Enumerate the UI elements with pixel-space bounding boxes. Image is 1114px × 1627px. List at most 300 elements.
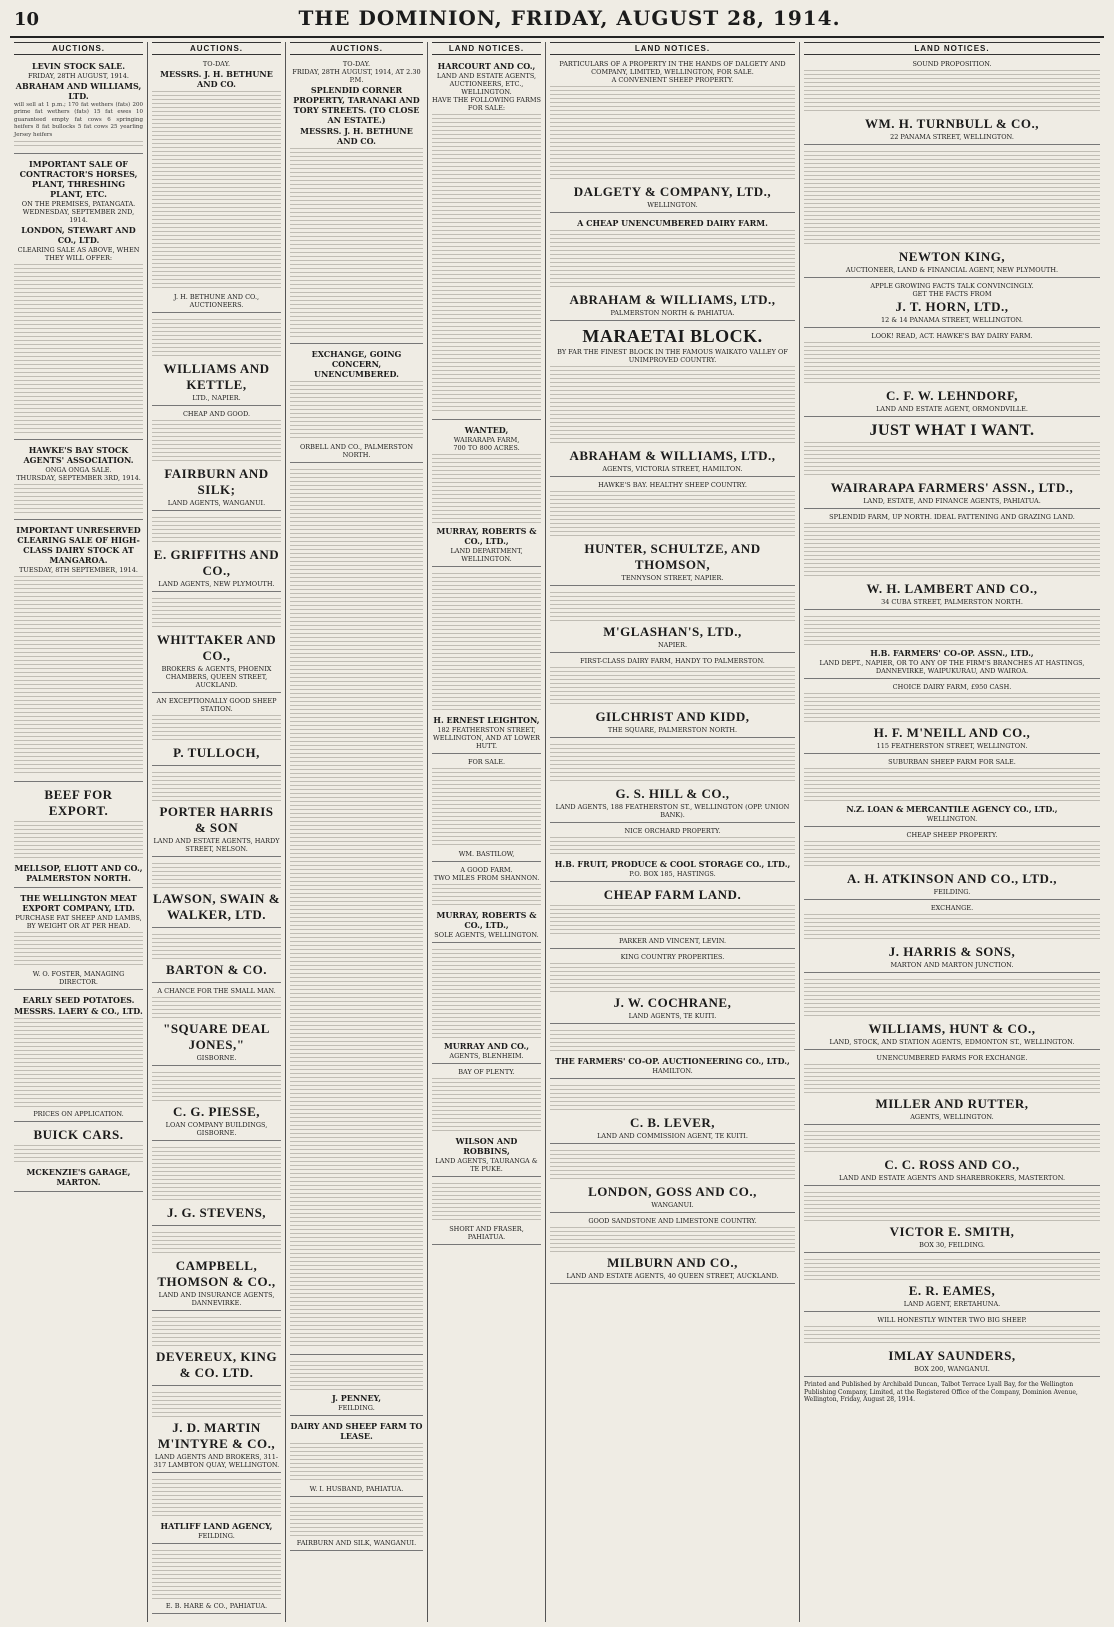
ad-fill-text xyxy=(550,1150,795,1182)
ad-firm: WILSON AND ROBBINS, xyxy=(455,1136,518,1156)
ad-firm-sub: LAND AND ESTATE AGENTS, HARDY STREET, NELSON. xyxy=(153,837,280,853)
ad-fill-text xyxy=(290,1503,423,1537)
column-auctions-3 xyxy=(286,42,428,1622)
ad-fill-text xyxy=(432,949,541,1039)
ad-fill-text xyxy=(14,1018,143,1108)
ad-firm: VICTOR E. SMITH, xyxy=(889,1224,1015,1239)
printer-imprint: Printed and Published by Archibald Duncan, Talbot Terrace Lyall Bay, for the Wellington Publishing Company, Limited, at the Registered Office of the Company, Dominion Avenue, Wellington, Friday, August 28, 1914. xyxy=(804,1381,1078,1403)
ad-fill-text xyxy=(550,905,795,935)
ad-fill-text xyxy=(290,148,423,338)
ad-short-fraser xyxy=(432,1179,541,1245)
ad-fill-text xyxy=(152,772,281,802)
ad-firm: MURRAY, ROBERTS & CO., LTD., xyxy=(436,910,537,930)
ad-firm-sub: AGENTS, WELLINGTON. xyxy=(910,1113,994,1121)
ad-firm: MURRAY AND CO., xyxy=(443,1041,530,1051)
ad-firm-sub: BOX 200, WANGANUI. xyxy=(914,1365,990,1373)
ad-fill-text xyxy=(152,1479,281,1519)
ad-fill-text xyxy=(432,1078,541,1134)
ad-firm-sub: PALMERSTON NORTH & PAHIATUA. xyxy=(610,309,735,317)
ad-firm: SHORT AND FRASER, PAHIATUA. xyxy=(449,1225,524,1241)
ad-cheap-dairy xyxy=(550,215,795,321)
ad-firm-sub: LOAN COMPANY BUILDINGS, GISBORNE. xyxy=(165,1121,268,1137)
ad-title: IMPORTANT SALE OF CONTRACTOR'S HORSES, PLANT, THRESHING PLANT, ETC. xyxy=(19,159,138,200)
ad-tulloch xyxy=(152,695,281,766)
ad-firm-sub: 115 FEATHERSTON STREET, WELLINGTON. xyxy=(876,742,1028,750)
ad-fill-text xyxy=(550,592,795,622)
ad-firm: H.B. FRUIT, PRODUCE & COOL STORAGE CO., LTD., xyxy=(554,859,791,869)
ad-milburn xyxy=(550,1215,795,1284)
ad-firm-sub: LAND AND ESTATE AGENTS, 40 QUEEN STREET, AUCKLAND. xyxy=(566,1272,779,1280)
ad-firm: GILCHRIST AND KIDD, xyxy=(595,709,750,724)
ad-title: CHEAP FARM LAND. xyxy=(603,887,742,902)
ad-fill-text xyxy=(550,1030,795,1054)
ad-title: UNENCUMBERED FARMS FOR EXCHANGE. xyxy=(876,1054,1028,1062)
ad-signature: W. O. FOSTER, MANAGING DIRECTOR. xyxy=(32,970,125,987)
ad-firm: ABRAHAM AND WILLIAMS, LTD. xyxy=(15,81,142,101)
ad-fill-text xyxy=(432,1183,541,1223)
ad-fill-text xyxy=(804,1064,1100,1094)
ad-firm-sub: FEILDING. xyxy=(933,888,971,896)
ad-firm: J. HARRIS & SONS, xyxy=(888,944,1016,959)
ad-fill-text xyxy=(804,616,1100,646)
ad-firm: W. H. LAMBERT AND CO., xyxy=(866,581,1038,596)
ad-firm: DALGETY & COMPANY, LTD., xyxy=(573,184,772,199)
ad-firm-sub: LAND DEPARTMENT, WELLINGTON. xyxy=(450,547,523,563)
ad-firm-sub: LAND AGENTS, 188 FEATHERSTON ST., WELLINGTON (OPP. UNION BANK). xyxy=(555,803,790,819)
ad-piesse xyxy=(152,1068,281,1141)
ad-firm-sub: LAND DEPT., NAPIER, OR TO ANY OF THE FIRM'S BRANCHES AT HASTINGS, DANNEVIRKE, WAIPUKURAU, AND WAIROA. xyxy=(819,659,1085,675)
ad-title: EARLY SEED POTATOES. xyxy=(22,995,135,1006)
ad-fill-text xyxy=(804,768,1100,802)
ad-firm: ABRAHAM & WILLIAMS, LTD., xyxy=(569,448,776,463)
ad-fill-text xyxy=(14,264,143,434)
ad-hunter-schultze xyxy=(550,479,795,586)
ad-subhead: WAIRARAPA FARM, xyxy=(453,436,520,444)
ad-title: SPLENDID FARM, UP NORTH. IDEAL FATTENING AND GRAZING LAND. xyxy=(829,513,1075,521)
ad-firm: LONDON, GOSS AND CO., xyxy=(588,1184,757,1199)
ad-firm-sub: 182 FEATHERSTON STREET, WELLINGTON, AND AT LOWER HUTT. xyxy=(433,726,540,750)
ad-corner-property xyxy=(290,58,423,344)
ad-firm-sub: LAND, ESTATE, AND FINANCE AGENTS, PAHIATUA. xyxy=(863,497,1041,505)
ad-firm: H.B. FARMERS' CO-OP. ASSN., LTD., xyxy=(870,648,1034,658)
ad-fill-text xyxy=(152,1317,281,1347)
column-land-notices-2 xyxy=(546,42,800,1622)
ad-ross xyxy=(804,1127,1100,1186)
ad-fill-text xyxy=(550,366,795,446)
ad-firm: N.Z. LOAN & MERCANTILE AGENCY CO., LTD., xyxy=(846,804,1058,814)
ad-firm: WM. H. TURNBULL & CO., xyxy=(865,116,1039,131)
ad-turnbull xyxy=(804,58,1100,145)
ad-title: LEVIN STOCK SALE. xyxy=(31,61,126,71)
ad-title: A GOOD FARM. xyxy=(460,866,513,874)
ad-firm-sub: WELLINGTON. xyxy=(926,815,978,823)
ad-firm: A. H. ATKINSON AND CO., LTD., xyxy=(847,871,1057,886)
ad-bastilow xyxy=(432,756,541,862)
ad-title: EXCHANGE. xyxy=(930,904,974,912)
ad-porter-harris xyxy=(152,768,281,857)
ad-fill-text xyxy=(550,86,795,182)
page-number: 10 xyxy=(14,9,40,30)
ad-orchard xyxy=(550,825,795,882)
ad-fill-text xyxy=(804,70,1100,114)
ad-gilchrist xyxy=(550,655,795,738)
ad-firm: C. C. ROSS AND CO., xyxy=(884,1157,1020,1172)
ad-fill-text xyxy=(152,1072,281,1102)
ad-title: SPLENDID CORNER PROPERTY, TARANAKI AND TORY STREETS. (TO CLOSE AN ESTATE.) xyxy=(293,85,420,125)
ad-firm: C. F. W. LEHNDORF, xyxy=(886,388,1018,403)
ad-title: GOOD SANDSTONE AND LIMESTONE COUNTRY. xyxy=(588,1217,757,1225)
ad-fill-text xyxy=(14,1145,143,1165)
ad-firm: MILLER AND RUTTER, xyxy=(875,1096,1029,1111)
ad-firm: WM. BASTILOW, xyxy=(458,850,515,858)
ad-firm: CAMPBELL, THOMSON & CO., xyxy=(157,1258,276,1289)
ad-date: THURSDAY, SEPTEMBER 3RD, 1914. xyxy=(16,474,141,483)
ad-firm-sub: THE SQUARE, PALMERSTON NORTH. xyxy=(607,726,738,734)
ad-firm-sub: AGENTS, VICTORIA STREET, HAMILTON. xyxy=(602,465,743,473)
ad-firm: H. F. M'NEILL AND CO., xyxy=(873,725,1031,740)
ad-nz-loan xyxy=(804,756,1100,827)
ad-fairburn-2 xyxy=(290,1499,423,1551)
ad-firm-sub: LTD., NAPIER. xyxy=(192,394,241,402)
ad-continued xyxy=(290,465,423,1355)
ad-seed-potatoes xyxy=(14,992,143,1122)
ad-firm: LONDON, STEWART AND CO., LTD. xyxy=(21,225,136,246)
ad-fill-text xyxy=(14,141,143,148)
ad-firm-sub: TENNYSON STREET, NAPIER. xyxy=(621,574,724,582)
ad-title: CHOICE DAIRY FARM, £950 CASH. xyxy=(892,683,1012,691)
ad-title: EXCHANGE, GOING CONCERN, UNENCUMBERED. xyxy=(311,349,402,379)
ad-firm: J. PENNEY, xyxy=(331,1393,382,1403)
ad-miller-rutter xyxy=(804,1052,1100,1125)
ad-imlay xyxy=(804,1314,1100,1377)
ad-note: PRICES ON APPLICATION. xyxy=(33,1110,124,1119)
ad-place: ON THE PREMISES, PATANGATA. xyxy=(21,200,136,209)
ad-title: A CHANCE FOR THE SMALL MAN. xyxy=(157,987,276,995)
ad-campbell xyxy=(152,1228,281,1311)
ad-firm: MESSRS. J. H. BETHUNE AND CO. xyxy=(300,126,413,146)
ad-newton-king xyxy=(804,147,1100,278)
ad-fill-text xyxy=(804,523,1100,579)
ad-fill-text xyxy=(804,979,1100,1019)
ad-firm-sub: LAND AND INSURANCE AGENTS, DANNEVIRKE. xyxy=(158,1291,275,1307)
ad-firm-sub: LAND AND ESTATE AGENTS, AUCTIONEERS, ETC., WELLINGTON. xyxy=(436,72,537,96)
ad-fill-text xyxy=(290,469,423,1349)
ad-subhead: CLEARING SALE AS ABOVE, WHEN THEY WILL OFFER: xyxy=(17,246,140,263)
ad-date: TUESDAY, 8TH SEPTEMBER, 1914. xyxy=(19,566,138,575)
ad-firm-sub: LAND AGENTS, WANGANUI. xyxy=(167,499,266,507)
ad-title: APPLE GROWING FACTS TALK CONVINCINGLY. xyxy=(870,282,1034,290)
ad-signature: J. H. BETHUNE AND CO., AUCTIONEERS. xyxy=(173,293,260,309)
ad-firm: WAIRARAPA FARMERS' ASSN., LTD., xyxy=(830,480,1074,495)
ad-firm: "SQUARE DEAL JONES," xyxy=(163,1021,270,1052)
ad-firm: PARKER AND VINCENT, LEVIN. xyxy=(618,937,727,945)
ad-firm-sub: P.O. BOX 185, HASTINGS. xyxy=(629,870,716,878)
ad-title: DAIRY AND SHEEP FARM TO LEASE. xyxy=(290,1421,423,1441)
ad-williams-hunt xyxy=(804,975,1100,1050)
column-land-notices-3 xyxy=(800,42,1104,1622)
ad-firm: MCKENZIE'S GARAGE, MARTON. xyxy=(26,1167,131,1188)
column-heading: LAND NOTICES. xyxy=(804,42,1100,55)
ad-levin-stock-sale xyxy=(14,58,143,154)
ad-firm: HARCOURT AND CO., xyxy=(437,61,536,71)
ad-lawson xyxy=(152,859,281,928)
ad-harris xyxy=(804,902,1100,973)
ad-onga-onga-sale xyxy=(14,442,143,520)
ad-mclashan xyxy=(550,588,795,653)
ad-hare xyxy=(152,1546,281,1614)
ad-fill-text xyxy=(432,114,541,414)
ad-title: A CHEAP UNENCUMBERED DAIRY FARM. xyxy=(577,218,768,228)
ad-lever xyxy=(550,1081,795,1144)
ad-date: TO-DAY. xyxy=(342,60,371,68)
ad-firm-sub: LAND AND ESTATE AGENTS AND SHAREBROKERS, MASTERTON. xyxy=(838,1174,1066,1182)
ad-fill-text xyxy=(550,1085,795,1113)
ad-fairburn-silk xyxy=(152,408,281,511)
ad-title: THE WELLINGTON MEAT EXPORT COMPANY, LTD. xyxy=(20,893,137,914)
ad-firm: C. G. PIESSE, xyxy=(172,1104,261,1119)
ad-horn xyxy=(804,280,1100,328)
ad-firm-sub: 22 PANAMA STREET, WELLINGTON. xyxy=(890,133,1014,141)
ad-fill-text xyxy=(14,821,143,861)
ad-fill-text xyxy=(550,1227,795,1253)
ad-title: CHEAP AND GOOD. xyxy=(182,410,251,418)
ad-firm-sub: WANGANUI. xyxy=(651,1201,694,1209)
ad-date: FRIDAY, 28TH AUGUST, 1914. xyxy=(28,72,129,80)
ad-title: LOOK! READ, ACT. HAWKE'S BAY DAIRY FARM. xyxy=(871,332,1033,340)
ad-firm-sub: AUCTIONEER, LAND & FINANCIAL AGENT, NEW PLYMOUTH. xyxy=(845,266,1059,274)
ad-firm-sub: SOLE AGENTS, WELLINGTON. xyxy=(434,931,539,939)
ad-title: HAWKE'S BAY STOCK AGENTS' ASSOCIATION. xyxy=(23,445,134,466)
column-heading: LAND NOTICES. xyxy=(432,42,541,55)
ad-fill-text xyxy=(550,491,795,539)
ad-hatliff xyxy=(152,1475,281,1544)
ad-meat-export xyxy=(14,890,143,990)
ad-firm: WILLIAMS, HUNT & CO., xyxy=(868,1021,1036,1036)
ad-firm-sub: MARTON AND MARTON JUNCTION. xyxy=(890,961,1014,969)
ad-leighton xyxy=(432,569,541,754)
ad-place: ONGA ONGA SALE. xyxy=(45,466,112,475)
ad-fill-text xyxy=(152,420,281,464)
ad-title: SOUND PROPOSITION. xyxy=(912,60,992,68)
ad-griffiths xyxy=(152,513,281,592)
ad-fill-text xyxy=(290,1443,423,1483)
ad-fill-text xyxy=(152,934,281,960)
ad-bethune-today xyxy=(152,58,281,313)
ad-fill-text xyxy=(152,91,281,291)
ad-fill-text xyxy=(550,744,795,784)
ad-firm: PORTER HARRIS & SON xyxy=(159,804,274,835)
ad-murray-blenheim xyxy=(432,945,541,1064)
masthead xyxy=(10,6,1104,38)
ad-stevens xyxy=(152,1143,281,1226)
ad-firm-sub: 12 & 14 PANAMA STREET, WELLINGTON. xyxy=(881,316,1023,324)
ad-fill-text xyxy=(152,319,281,359)
ad-wanted xyxy=(432,422,541,567)
ad-fill-text xyxy=(152,997,281,1019)
ad-firm-sub: WELLINGTON. xyxy=(647,201,698,209)
ad-firm-sub: LAND AND ESTATE AGENT, ORMONDVILLE. xyxy=(876,405,1028,413)
ad-fill-text xyxy=(432,573,541,713)
ad-title: WILL HONESTLY WINTER TWO BIG SHEEP. xyxy=(877,1316,1027,1324)
ad-firm-sub: LAND AGENT, ERETAHUNA. xyxy=(903,1300,1001,1308)
ad-firm: THE FARMERS' CO-OP. AUCTIONEERING CO., LTD., xyxy=(555,1056,790,1066)
ad-fill-text xyxy=(432,884,541,908)
ad-title: SUBURBAN SHEEP FARM FOR SALE. xyxy=(888,758,1016,766)
ad-fill-text xyxy=(432,454,541,524)
ad-fill-text xyxy=(804,442,1100,478)
ad-fill-text xyxy=(432,768,541,848)
ad-firm: MURRAY, ROBERTS & CO., LTD., xyxy=(436,526,537,546)
column-heading: LAND NOTICES. xyxy=(550,42,795,55)
ad-fill-text xyxy=(804,693,1100,723)
ad-firm: FAIRBURN AND SILK, WANGANUI. xyxy=(296,1539,417,1547)
ad-firm-sub: LAND AGENTS, TAURANGA & TE PUKE. xyxy=(435,1157,538,1173)
ad-title: AN EXCEPTIONALLY GOOD SHEEP STATION. xyxy=(156,697,277,713)
ad-firm-sub: LAND AGENTS, NEW PLYMOUTH. xyxy=(158,580,275,588)
ad-title: NICE ORCHARD PROPERTY. xyxy=(624,827,721,835)
ad-bay-of-plenty xyxy=(432,1066,541,1177)
ad-time: FRIDAY, 28TH AUGUST, 1914, AT 2.30 P.M. xyxy=(292,68,421,84)
ad-firm: C. B. LEVER, xyxy=(629,1115,716,1130)
ad-exchange xyxy=(290,346,423,463)
ad-shannon xyxy=(432,864,541,943)
ad-beef-export xyxy=(14,784,143,888)
ad-atkinson xyxy=(804,829,1100,900)
ad-fill-text xyxy=(804,1326,1100,1346)
ad-title: BAY OF PLENTY. xyxy=(458,1068,515,1076)
ad-fill-text xyxy=(152,598,281,630)
ad-firm: NEWTON KING, xyxy=(898,249,1006,264)
ad-fill-text xyxy=(14,932,143,968)
ad-contractors-sale xyxy=(14,156,143,440)
ad-fill-text xyxy=(290,1361,423,1391)
ad-title: FOR SALE. xyxy=(467,758,506,766)
ad-firm: IMLAY SAUNDERS, xyxy=(888,1348,1016,1363)
ad-cheap-farm-land xyxy=(550,884,795,949)
ad-fill-text xyxy=(152,1392,281,1418)
ad-title: BUICK CARS. xyxy=(33,1127,124,1143)
ad-firm-sub: GISBORNE. xyxy=(196,1054,237,1062)
ad-fill-text xyxy=(550,230,795,290)
columns xyxy=(10,42,1104,1622)
ad-williams-kettle xyxy=(152,315,281,406)
ad-firm-sub: 34 CUBA STREET, PALMERSTON NORTH. xyxy=(881,598,1023,606)
ad-firm-sub: FEILDING. xyxy=(198,1532,235,1540)
ad-firm: M'GLASHAN'S, LTD., xyxy=(603,624,742,639)
ad-dairy-lease xyxy=(290,1418,423,1497)
ad-subhead: A CONVENIENT SHEEP PROPERTY. xyxy=(611,76,734,84)
ad-fill-text xyxy=(152,863,281,889)
ad-firm: MESSRS. LAERY & CO., LTD. xyxy=(14,1006,143,1017)
ad-lambert xyxy=(804,511,1100,610)
ad-title: PARTICULARS OF A PROPERTY IN THE HANDS OF DALGETY AND COMPANY, LIMITED, WELLINGTON, FOR SALE. xyxy=(559,60,786,76)
column-heading: AUCTIONS. xyxy=(14,42,143,55)
ad-devereux xyxy=(152,1313,281,1386)
ad-firm: ABRAHAM & WILLIAMS, LTD., xyxy=(569,292,776,307)
ad-firm: BARTON & CO. xyxy=(165,962,267,977)
ad-subhead: HAVE THE FOLLOWING FARMS FOR SALE: xyxy=(432,96,541,112)
ad-firm: J. D. MARTIN M'INTYRE & CO., xyxy=(157,1420,276,1451)
ad-london-goss xyxy=(550,1146,795,1213)
ad-square-deal xyxy=(152,985,281,1066)
ad-firm-sub: BROKERS & AGENTS, PHOENIX CHAMBERS, QUEEN STREET, AUCKLAND. xyxy=(161,665,272,689)
ad-subhead: PURCHASE FAT SHEEP AND LAMBS, BY WEIGHT OR AT PER HEAD. xyxy=(15,914,142,931)
column-auctions-1 xyxy=(10,42,148,1622)
ad-fill-text xyxy=(804,1131,1100,1155)
ad-firm: H. ERNEST LEIGHTON, xyxy=(433,715,540,725)
ad-firm: WHITTAKER AND CO., xyxy=(156,632,277,663)
ad-fill-text xyxy=(804,841,1100,869)
ad-fill-text xyxy=(550,667,795,707)
ad-firm-sub: LAND AGENTS AND BROKERS, 311-317 LAMBTON QUAY, WELLINGTON. xyxy=(153,1453,280,1469)
ad-body: will sell at 1 p.m.; 170 fat wethers (fats) 200 prime fat wethers (fats) 15 fat ewes 10 guaranteed empty fat cows 6 springing heifers 8 fat bullocks 5 fat cows 25 yearling Jersey heifers xyxy=(14,102,143,138)
ad-fill-text xyxy=(804,1259,1100,1281)
ad-firm: LAWSON, SWAIN & WALKER, LTD. xyxy=(152,891,281,922)
ad-firm: G. S. HILL & CO., xyxy=(615,786,730,801)
ad-wairarapa xyxy=(804,419,1100,509)
ad-eames xyxy=(804,1255,1100,1312)
ad-fill-text xyxy=(804,1192,1100,1222)
ad-maraetai xyxy=(550,323,795,477)
column-auctions-2 xyxy=(148,42,286,1622)
ad-title: JUST WHAT I WANT. xyxy=(869,422,1035,439)
ad-firm-sub: NAPIER. xyxy=(657,641,688,649)
ad-dairy-clearing-sale xyxy=(14,522,143,782)
ad-firm: MELLSOP, ELIOTT AND CO., PALMERSTON NORTH. xyxy=(14,863,143,884)
ad-fill-text xyxy=(804,151,1100,247)
ad-title: WANTED, xyxy=(464,425,509,435)
ad-whitaker xyxy=(152,594,281,693)
ad-firm: J. G. STEVENS, xyxy=(166,1205,267,1220)
ad-subhead: 700 TO 800 ACRES. xyxy=(453,444,520,452)
ad-farmers-coop xyxy=(550,1026,795,1079)
ad-firm: J. T. HORN, LTD., xyxy=(895,299,1009,314)
ad-firm-sub: LAND, STOCK, AND STATION AGENTS, EDMONTON ST., WELLINGTON. xyxy=(829,1038,1075,1046)
ad-fill-text xyxy=(804,914,1100,942)
ad-fill-text xyxy=(290,381,423,441)
ad-firm: HUNTER, SCHULTZE, AND THOMSON, xyxy=(584,541,761,572)
ad-firm: DEVEREUX, KING & CO. LTD. xyxy=(155,1349,278,1380)
ad-dalgety xyxy=(550,58,795,213)
ad-firm: MILBURN AND CO., xyxy=(607,1255,738,1270)
ad-firm: E. B. HARE & CO., PAHIATUA. xyxy=(165,1602,268,1610)
ad-fill-text xyxy=(152,1232,281,1256)
ad-smith xyxy=(804,1188,1100,1253)
ad-firm: FAIRBURN AND SILK; xyxy=(164,466,269,497)
ad-firm: ORBELL AND CO., PALMERSTON NORTH. xyxy=(299,443,414,459)
ad-fill-text xyxy=(152,715,281,743)
ad-firm: MESSRS. J. H. BETHUNE AND CO. xyxy=(160,69,273,89)
ad-firm: WILLIAMS AND KETTLE, xyxy=(163,361,270,392)
ad-buick-cars xyxy=(14,1124,143,1192)
ad-firm-sub: BOX 30, FEILDING. xyxy=(919,1241,985,1249)
ad-fill-text xyxy=(14,576,143,776)
ad-fill-text xyxy=(550,963,795,993)
ad-date: TO-DAY. xyxy=(202,60,231,68)
ad-fill-text xyxy=(152,1550,281,1600)
ad-title: MARAETAI BLOCK. xyxy=(582,326,763,346)
ad-firm: P. TULLOCH, xyxy=(173,745,260,760)
ad-date: WEDNESDAY, SEPTEMBER 2ND, 1914. xyxy=(22,208,135,225)
ad-firm: HATLIFF LAND AGENCY, xyxy=(160,1521,273,1531)
ad-firm-sub: LAND AGENTS, TE KUITI. xyxy=(628,1012,717,1020)
ad-martin xyxy=(152,1388,281,1473)
ad-fill-text xyxy=(152,1147,281,1203)
ad-fill-text xyxy=(14,484,143,514)
ad-fill-text xyxy=(152,517,281,545)
ad-barton xyxy=(152,930,281,983)
ad-subhead: GET THE FACTS FROM xyxy=(912,290,992,298)
